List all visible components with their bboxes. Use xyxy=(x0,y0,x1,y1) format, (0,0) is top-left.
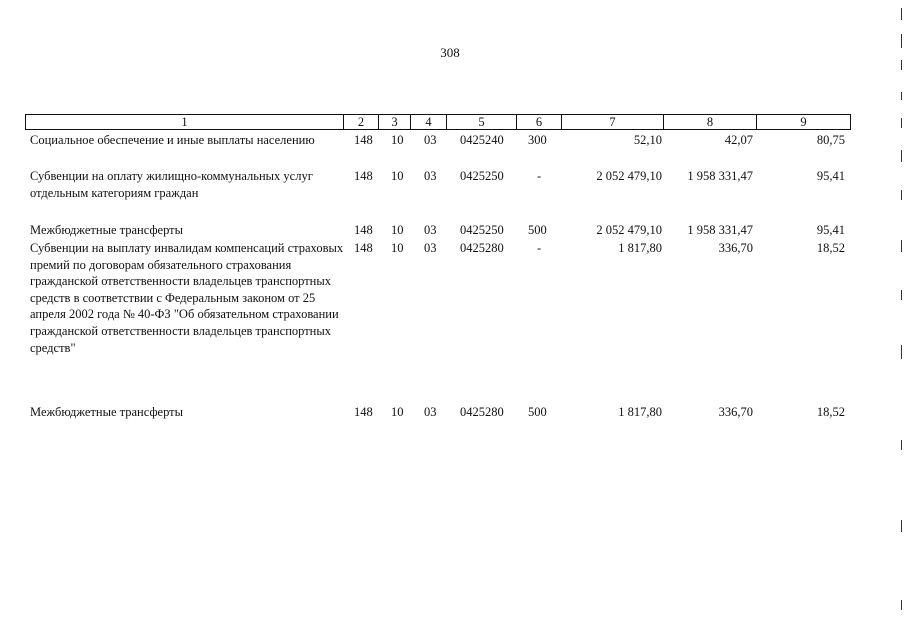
row-col-7: 2 052 479,10 xyxy=(596,223,662,237)
scan-mark xyxy=(901,290,903,300)
row-col-6: 500 xyxy=(528,405,547,419)
header-col-9: 9 xyxy=(756,115,850,129)
row-col-6: 500 xyxy=(528,223,547,237)
row-col-8: 1 958 331,47 xyxy=(687,223,753,237)
row-col-8: 1 958 331,47 xyxy=(687,169,753,183)
row-name: Социальное обеспечение и иные выплаты населению xyxy=(30,133,315,147)
scan-mark xyxy=(901,8,903,20)
row-col-9: 18,52 xyxy=(816,405,845,419)
row-col-9: 95,41 xyxy=(816,223,845,237)
row-col-3: 10 xyxy=(391,133,404,147)
header-col-8: 8 xyxy=(663,115,756,129)
row-col-6: 300 xyxy=(528,133,547,147)
row-col-5: 0425240 xyxy=(460,133,504,147)
row-name: Субвенции на оплату жилищно-коммунальных услуг отдельным категориям граждан xyxy=(30,169,313,200)
row-col-4: 03 xyxy=(424,241,437,255)
scan-mark xyxy=(901,520,903,532)
scan-mark xyxy=(901,600,903,610)
row-col-2: 148 xyxy=(354,133,373,147)
row-col-8: 336,70 xyxy=(718,241,753,255)
row-col-4: 03 xyxy=(424,405,437,419)
row-col-2: 148 xyxy=(354,223,373,237)
row-col-6: - xyxy=(537,169,542,183)
row-col-3: 10 xyxy=(391,405,404,419)
row-col-9: 95,41 xyxy=(816,169,845,183)
scan-mark xyxy=(901,60,903,70)
scan-mark xyxy=(901,92,903,100)
row-col-4: 03 xyxy=(424,223,437,237)
row-col-5: 0425280 xyxy=(460,405,504,419)
row-name: Субвенции на выплату инвалидам компенсаций страховых премий по договорам обязательного страхования гражданской ответственности владельцев транспортных средств в соответствии с Федеральным законом от 25 апреля 2002 года № 40-ФЗ "Об обязательном страховании гражданской ответственности владельцев транспортных средств" xyxy=(30,241,344,355)
row-col-7: 1 817,80 xyxy=(618,405,662,419)
row-col-2: 148 xyxy=(354,405,373,419)
row-col-6: - xyxy=(537,241,542,255)
row-col-4: 03 xyxy=(424,133,437,147)
scan-mark xyxy=(901,240,903,252)
row-name: Межбюджетные трансферты xyxy=(30,223,184,237)
row-col-3: 10 xyxy=(391,169,404,183)
row-col-9: 18,52 xyxy=(816,241,845,255)
row-col-3: 10 xyxy=(391,241,404,255)
table-header xyxy=(25,114,851,130)
row-col-8: 336,70 xyxy=(718,405,753,419)
page-number: 308 xyxy=(440,45,460,60)
row-col-7: 52,10 xyxy=(633,133,662,147)
row-col-8: 42,07 xyxy=(724,133,753,147)
header-col-4: 4 xyxy=(410,115,446,129)
row-name: Межбюджетные трансферты xyxy=(30,405,184,419)
header-col-6: 6 xyxy=(516,115,561,129)
row-col-5: 0425280 xyxy=(460,241,504,255)
header-col-2: 2 xyxy=(343,115,378,129)
row-col-2: 148 xyxy=(354,241,373,255)
scan-mark xyxy=(901,118,903,128)
header-col-3: 3 xyxy=(378,115,410,129)
row-col-2: 148 xyxy=(354,169,373,183)
row-col-3: 10 xyxy=(391,223,404,237)
scan-mark xyxy=(901,440,903,450)
header-col-1: 1 xyxy=(181,115,188,129)
scan-mark xyxy=(901,34,903,48)
row-col-4: 03 xyxy=(424,169,437,183)
row-col-7: 2 052 479,10 xyxy=(596,169,662,183)
row-col-7: 1 817,80 xyxy=(618,241,662,255)
row-col-9: 80,75 xyxy=(816,133,845,147)
header-col-5: 5 xyxy=(446,115,516,129)
scan-mark xyxy=(901,150,903,162)
scan-mark xyxy=(901,190,903,200)
scan-mark xyxy=(901,345,903,359)
row-col-5: 0425250 xyxy=(460,223,504,237)
header-col-7: 7 xyxy=(561,115,663,129)
row-col-5: 0425250 xyxy=(460,169,504,183)
scan-edge-marks xyxy=(897,0,905,640)
